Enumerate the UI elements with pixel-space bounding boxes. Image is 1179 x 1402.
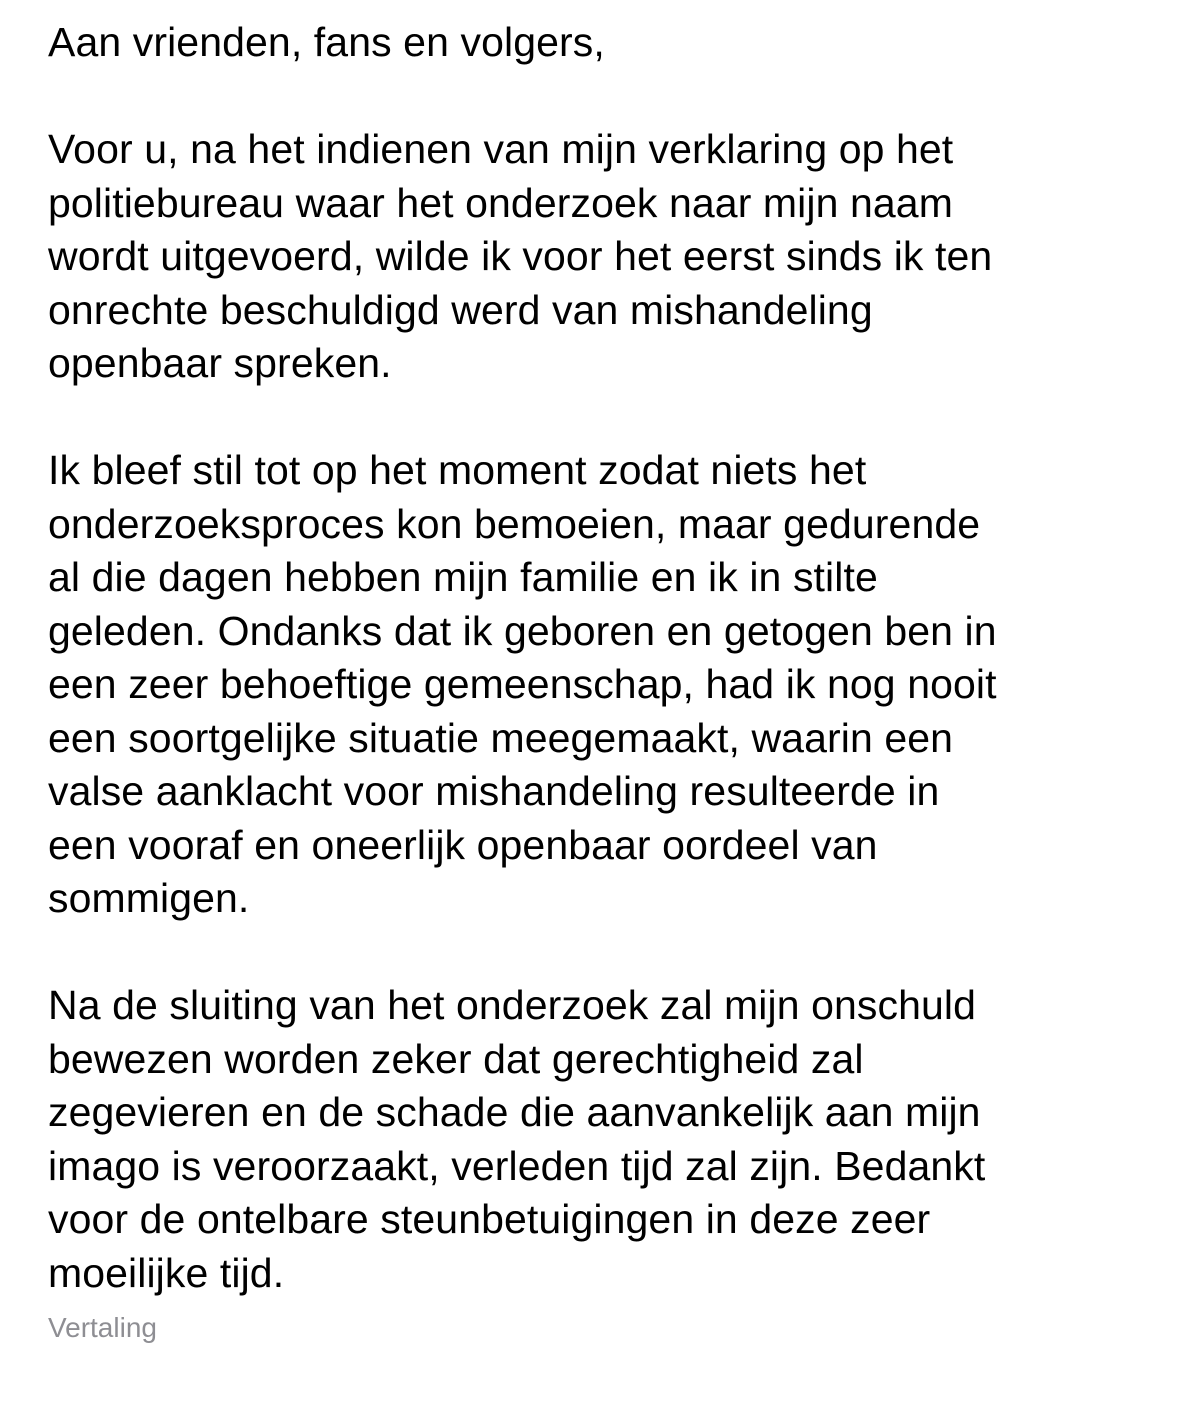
text-line: Ik bleef stil tot op het moment zodat niets het <box>48 447 867 493</box>
paragraph-gap <box>48 391 1148 445</box>
text-line: Na de sluiting van het onderzoek zal mijn onschuld <box>48 982 977 1028</box>
text-line: al die dagen hebben mijn familie en ik in stilte <box>48 554 878 600</box>
text-line: openbaar spreken. <box>48 340 392 386</box>
text-line: wordt uitgevoerd, wilde ik voor het eerst sinds ik ten <box>48 233 993 279</box>
text-line: sommigen. <box>48 875 250 921</box>
translate-link[interactable]: Vertaling <box>48 1312 157 1343</box>
text-line: politiebureau waar het onderzoek naar mijn naam <box>48 179 953 226</box>
paragraph-gap <box>48 70 1148 124</box>
greeting-line: Aan vrienden, fans en volgers, <box>48 19 605 65</box>
text-line: bewezen worden zeker dat gerechtigheid zal <box>48 1035 864 1082</box>
paragraph-2 <box>48 444 1148 926</box>
text-line: zegevieren en de schade die aanvankelijk aan mijn <box>48 1089 981 1135</box>
text-line: een zeer behoeftige gemeenschap, had ik nog nooit <box>48 661 997 707</box>
paragraph-3 <box>48 979 1148 1300</box>
text-line: imago is veroorzaakt, verleden tijd zal zijn. Bedankt <box>48 1142 986 1189</box>
paragraph-1 <box>48 123 1148 391</box>
paragraph-gap <box>48 926 1148 980</box>
text-line: onderzoeksproces kon bemoeien, maar gedurende <box>48 500 981 547</box>
text-line: voor de ontelbare steunbetuigingen in deze zeer <box>48 1196 931 1242</box>
post-text <box>48 16 1148 1300</box>
text-line: valse aanklacht voor mishandeling resulteerde in <box>48 768 940 814</box>
text-line: een vooraf en oneerlijk openbaar oordeel van <box>48 821 878 868</box>
text-line: geleden. Ondanks dat ik geboren en getogen ben in <box>48 607 997 654</box>
text-line: onrechte beschuldigd werd van mishandeling <box>48 286 873 333</box>
text-line: Voor u, na het indienen van mijn verklaring op het <box>48 126 954 172</box>
text-line: moeilijke tijd. <box>48 1249 285 1296</box>
text-line: een soortgelijke situatie meegemaakt, waarin een <box>48 714 954 761</box>
